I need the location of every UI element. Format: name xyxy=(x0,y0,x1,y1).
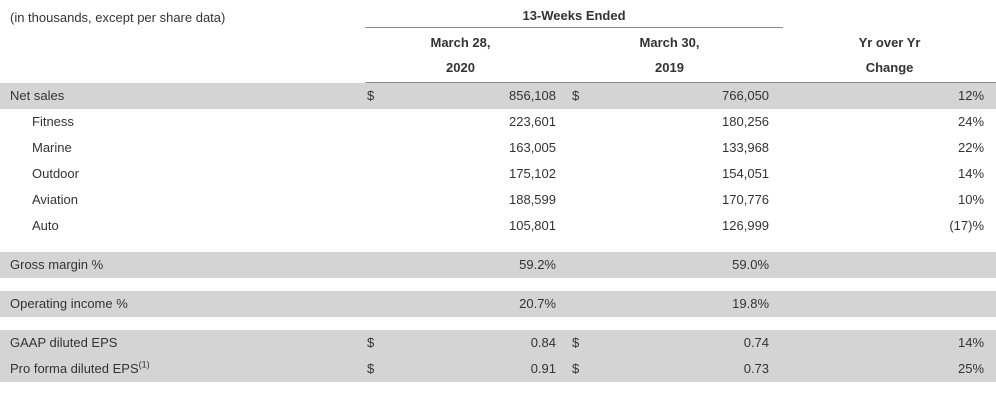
row-value-2020: 20.7% xyxy=(385,291,570,317)
row-currency-2019 xyxy=(570,291,590,317)
table-row xyxy=(0,83,996,110)
footnote-marker: (1) xyxy=(138,359,150,370)
row-currency-2020 xyxy=(365,135,385,161)
row-label: Gross margin % xyxy=(0,252,365,278)
row-spacer xyxy=(0,278,996,291)
row-spacer xyxy=(0,239,996,252)
row-value-2019: 19.8% xyxy=(590,291,783,317)
row-change: 14% xyxy=(783,330,996,356)
row-label-text: Pro forma diluted EPS xyxy=(10,361,139,376)
table-row xyxy=(0,161,996,187)
row-currency-2020: $ xyxy=(365,356,385,382)
row-value-2020: 0.91 xyxy=(385,356,570,382)
row-change: 22% xyxy=(783,135,996,161)
row-value-2020: 175,102 xyxy=(385,161,570,187)
row-currency-2020 xyxy=(365,161,385,187)
row-label: Auto xyxy=(0,213,365,239)
row-currency-2019 xyxy=(570,135,590,161)
row-change xyxy=(783,252,996,278)
table-header-row-3 xyxy=(0,53,996,83)
row-label: Outdoor xyxy=(0,161,365,187)
row-currency-2019 xyxy=(570,109,590,135)
row-value-2019: 766,050 xyxy=(590,83,783,110)
row-change: 12% xyxy=(783,83,996,110)
row-value-2020: 223,601 xyxy=(385,109,570,135)
col-header-2019-line1: March 30, xyxy=(639,35,700,50)
row-value-2020: 0.84 xyxy=(385,330,570,356)
row-value-2020: 59.2% xyxy=(385,252,570,278)
row-currency-2020 xyxy=(365,109,385,135)
row-currency-2020 xyxy=(365,213,385,239)
col-header-2020-line2: 2020 xyxy=(365,53,570,83)
row-value-2019: 0.74 xyxy=(590,330,783,356)
row-currency-2019 xyxy=(570,252,590,278)
row-currency-2020 xyxy=(365,187,385,213)
table-row xyxy=(0,291,996,317)
row-label: Fitness xyxy=(0,109,365,135)
row-value-2019: 180,256 xyxy=(590,109,783,135)
row-currency-2020 xyxy=(365,291,385,317)
row-currency-2019: $ xyxy=(570,356,590,382)
table-row xyxy=(0,252,996,278)
table-row xyxy=(0,356,996,382)
row-value-2019: 133,968 xyxy=(590,135,783,161)
row-value-2019: 126,999 xyxy=(590,213,783,239)
row-change: 10% xyxy=(783,187,996,213)
row-value-2019: 59.0% xyxy=(590,252,783,278)
row-currency-2019: $ xyxy=(570,83,590,110)
row-value-2020: 163,005 xyxy=(385,135,570,161)
row-label: Marine xyxy=(0,135,365,161)
row-currency-2020: $ xyxy=(365,83,385,110)
row-label: Operating income % xyxy=(0,291,365,317)
row-label xyxy=(0,356,365,382)
col-header-change-line2: Change xyxy=(783,53,996,83)
table-row xyxy=(0,330,996,356)
row-currency-2019 xyxy=(570,187,590,213)
row-value-2020: 188,599 xyxy=(385,187,570,213)
row-value-2020: 105,801 xyxy=(385,213,570,239)
row-change: (17)% xyxy=(783,213,996,239)
row-label: GAAP diluted EPS xyxy=(0,330,365,356)
header-spacer-cell xyxy=(783,0,996,28)
row-label: Aviation xyxy=(0,187,365,213)
row-currency-2020: $ xyxy=(365,330,385,356)
table-row xyxy=(0,187,996,213)
row-value-2019: 170,776 xyxy=(590,187,783,213)
col-header-2020-line1: March 28, xyxy=(430,35,491,50)
row-currency-2019: $ xyxy=(570,330,590,356)
row-change xyxy=(783,291,996,317)
period-title: 13-Weeks Ended xyxy=(365,0,783,28)
units-note: (in thousands, except per share data) xyxy=(10,10,226,25)
row-currency-2020 xyxy=(365,252,385,278)
row-value-2019: 0.73 xyxy=(590,356,783,382)
col-header-change-line1: Yr over Yr xyxy=(858,35,921,50)
row-currency-2019 xyxy=(570,213,590,239)
row-label: Net sales xyxy=(0,83,365,110)
table-row xyxy=(0,135,996,161)
row-value-2019: 154,051 xyxy=(590,161,783,187)
header-empty-cell xyxy=(0,53,365,83)
table-row xyxy=(0,213,996,239)
col-header-2019-line2: 2019 xyxy=(570,53,783,83)
table-row xyxy=(0,109,996,135)
row-change: 14% xyxy=(783,161,996,187)
row-currency-2019 xyxy=(570,161,590,187)
row-spacer xyxy=(0,317,996,330)
table-header-row-1 xyxy=(0,0,996,28)
row-change: 24% xyxy=(783,109,996,135)
row-change: 25% xyxy=(783,356,996,382)
row-value-2020: 856,108 xyxy=(385,83,570,110)
